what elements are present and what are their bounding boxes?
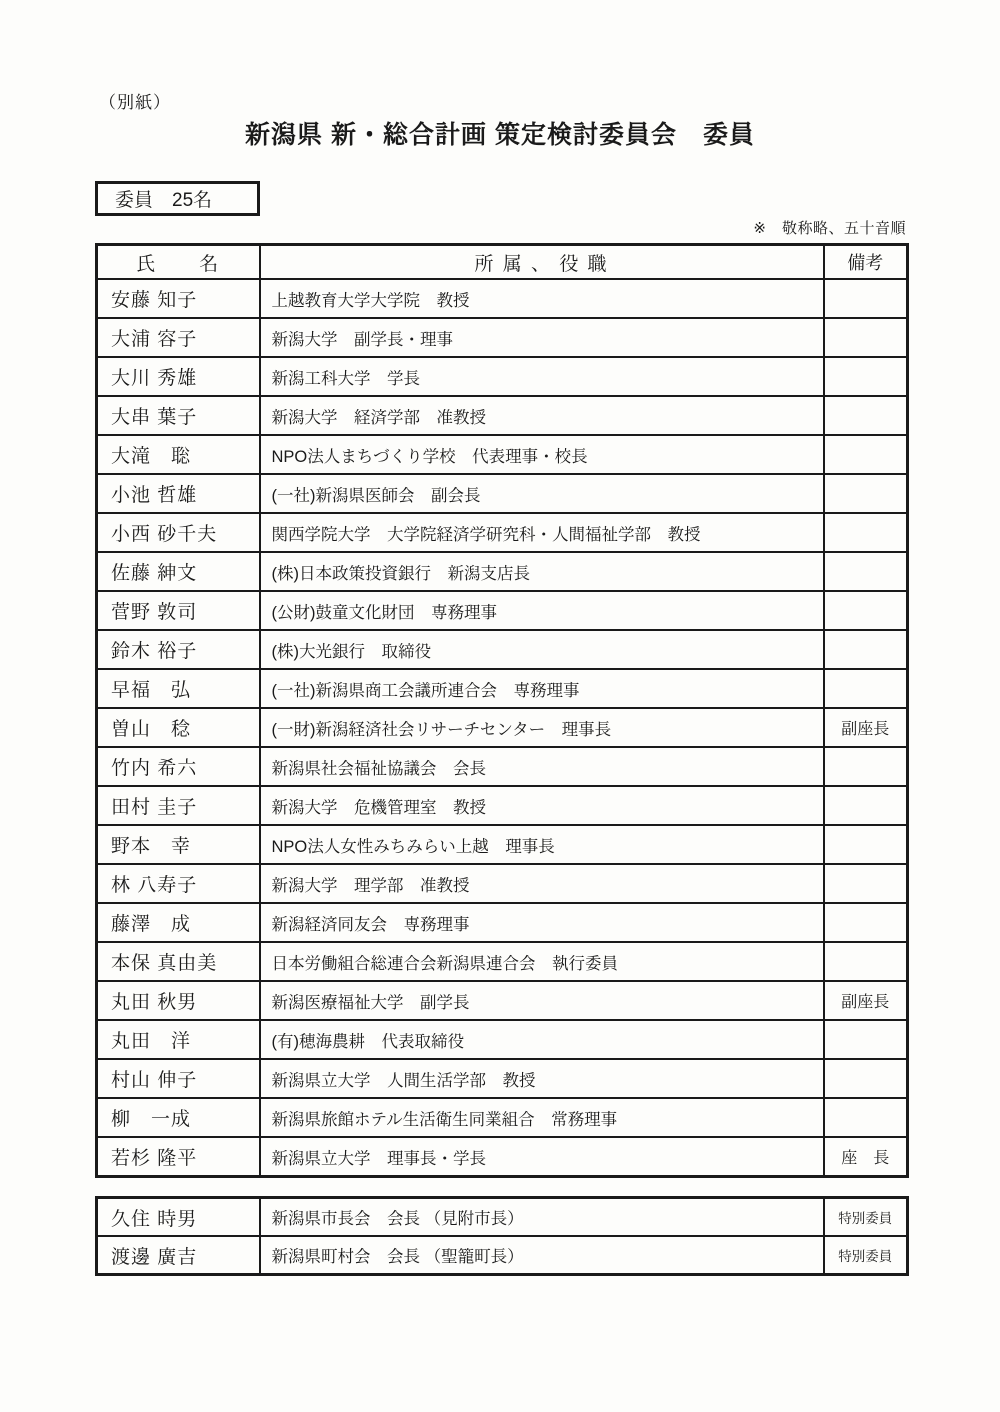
table-row bbox=[97, 669, 908, 708]
member-affiliation: 新潟県市長会 会長 （見附市長） bbox=[260, 1198, 824, 1237]
member-remarks bbox=[824, 747, 908, 786]
member-affiliation: (公財)鼓童文化財団 専務理事 bbox=[260, 591, 824, 630]
member-remarks: 特別委員 bbox=[824, 1198, 908, 1237]
member-affiliation: 関西学院大学 大学院経済学研究科・人間福祉学部 教授 bbox=[260, 513, 824, 552]
member-name: 早福 弘 bbox=[97, 669, 260, 708]
table-row bbox=[97, 591, 908, 630]
member-affiliation: 新潟県立大学 人間生活学部 教授 bbox=[260, 1059, 824, 1098]
table-row bbox=[97, 942, 908, 981]
member-affiliation: 新潟県立大学 理事長・学長 bbox=[260, 1137, 824, 1177]
member-affiliation: 新潟県町村会 会長 （聖籠町長） bbox=[260, 1236, 824, 1275]
member-affiliation: 新潟工科大学 学長 bbox=[260, 357, 824, 396]
member-name: 竹内 希六 bbox=[97, 747, 260, 786]
member-remarks bbox=[824, 435, 908, 474]
member-remarks bbox=[824, 669, 908, 708]
member-remarks bbox=[824, 864, 908, 903]
member-remarks bbox=[824, 786, 908, 825]
table-row bbox=[97, 396, 908, 435]
table-row bbox=[97, 708, 908, 747]
member-affiliation: (一財)新潟経済社会リサーチセンター 理事長 bbox=[260, 708, 824, 747]
member-name: 林 八寿子 bbox=[97, 864, 260, 903]
member-name: 大串 葉子 bbox=[97, 396, 260, 435]
member-remarks: 座 長 bbox=[824, 1137, 908, 1177]
member-affiliation: 新潟大学 経済学部 准教授 bbox=[260, 396, 824, 435]
member-remarks: 副座長 bbox=[824, 981, 908, 1020]
member-name: 大浦 容子 bbox=[97, 318, 260, 357]
member-affiliation: 日本労働組合総連合会新潟県連合会 執行委員 bbox=[260, 942, 824, 981]
member-name: 佐藤 紳文 bbox=[97, 552, 260, 591]
member-affiliation: 新潟県社会福祉協議会 会長 bbox=[260, 747, 824, 786]
member-affiliation: (有)穂海農耕 代表取締役 bbox=[260, 1020, 824, 1059]
member-affiliation: 新潟医療福祉大学 副学長 bbox=[260, 981, 824, 1020]
member-remarks bbox=[824, 903, 908, 942]
member-remarks bbox=[824, 591, 908, 630]
member-affiliation: (一社)新潟県商工会議所連合会 専務理事 bbox=[260, 669, 824, 708]
table-header-row bbox=[97, 245, 908, 280]
col-header-name: 氏 名 bbox=[97, 245, 260, 280]
special-members-table bbox=[95, 1196, 909, 1276]
member-remarks bbox=[824, 474, 908, 513]
member-name: 丸田 秋男 bbox=[97, 981, 260, 1020]
table-row bbox=[97, 630, 908, 669]
table-row bbox=[97, 474, 908, 513]
member-remarks: 副座長 bbox=[824, 708, 908, 747]
member-affiliation: NPO法人女性みちみらい上越 理事長 bbox=[260, 825, 824, 864]
member-affiliation: (一社)新潟県医師会 副会長 bbox=[260, 474, 824, 513]
member-affiliation: 新潟大学 理学部 准教授 bbox=[260, 864, 824, 903]
member-name: 柳 一成 bbox=[97, 1098, 260, 1137]
member-affiliation: 新潟県旅館ホテル生活衛生同業組合 常務理事 bbox=[260, 1098, 824, 1137]
table-row bbox=[97, 903, 908, 942]
table-row bbox=[97, 1098, 908, 1137]
member-name: 野本 幸 bbox=[97, 825, 260, 864]
table-row bbox=[97, 1020, 908, 1059]
table-row bbox=[97, 864, 908, 903]
member-remarks bbox=[824, 552, 908, 591]
member-name: 大滝 聡 bbox=[97, 435, 260, 474]
member-affiliation: 新潟経済同友会 専務理事 bbox=[260, 903, 824, 942]
table-row bbox=[97, 1059, 908, 1098]
member-remarks bbox=[824, 513, 908, 552]
member-name: 大川 秀雄 bbox=[97, 357, 260, 396]
table-row bbox=[97, 1137, 908, 1177]
member-remarks bbox=[824, 318, 908, 357]
member-name: 曽山 稔 bbox=[97, 708, 260, 747]
member-name: 安藤 知子 bbox=[97, 279, 260, 318]
member-name: 村山 伸子 bbox=[97, 1059, 260, 1098]
attachment-label: （別紙） bbox=[99, 93, 171, 112]
member-count-box bbox=[95, 181, 260, 216]
member-remarks bbox=[824, 630, 908, 669]
member-remarks bbox=[824, 1098, 908, 1137]
member-affiliation: NPO法人まちづくり学校 代表理事・校長 bbox=[260, 435, 824, 474]
member-name: 藤澤 成 bbox=[97, 903, 260, 942]
table-row bbox=[97, 747, 908, 786]
table-row bbox=[97, 279, 908, 318]
col-header-affiliation: 所 属 、 役 職 bbox=[260, 245, 824, 280]
member-affiliation: 新潟大学 副学長・理事 bbox=[260, 318, 824, 357]
member-name: 久住 時男 bbox=[97, 1198, 260, 1237]
member-name: 丸田 洋 bbox=[97, 1020, 260, 1059]
honorifics-note: ※ 敬称略、五十音順 bbox=[753, 220, 906, 237]
member-remarks bbox=[824, 1059, 908, 1098]
member-count-label: 委員 25名 bbox=[115, 190, 213, 211]
member-remarks bbox=[824, 279, 908, 318]
member-name: 小西 砂千夫 bbox=[97, 513, 260, 552]
table-row bbox=[97, 981, 908, 1020]
member-name: 田村 圭子 bbox=[97, 786, 260, 825]
table-row bbox=[97, 513, 908, 552]
members-table bbox=[95, 243, 909, 1178]
member-remarks bbox=[824, 1020, 908, 1059]
member-name: 渡邊 廣吉 bbox=[97, 1236, 260, 1275]
table-row bbox=[97, 825, 908, 864]
table-row bbox=[97, 786, 908, 825]
member-affiliation: 上越教育大学大学院 教授 bbox=[260, 279, 824, 318]
table-row bbox=[97, 318, 908, 357]
table-row bbox=[97, 357, 908, 396]
member-name: 小池 哲雄 bbox=[97, 474, 260, 513]
member-remarks: 特別委員 bbox=[824, 1236, 908, 1275]
member-name: 若杉 隆平 bbox=[97, 1137, 260, 1177]
member-remarks bbox=[824, 357, 908, 396]
table-row bbox=[97, 1236, 908, 1275]
member-remarks bbox=[824, 942, 908, 981]
table-row bbox=[97, 435, 908, 474]
member-remarks bbox=[824, 396, 908, 435]
member-affiliation: (株)日本政策投資銀行 新潟支店長 bbox=[260, 552, 824, 591]
page-title: 新潟県 新・総合計画 策定検討委員会 委員 bbox=[245, 121, 755, 149]
member-name: 菅野 敦司 bbox=[97, 591, 260, 630]
member-affiliation: 新潟大学 危機管理室 教授 bbox=[260, 786, 824, 825]
member-affiliation: (株)大光銀行 取締役 bbox=[260, 630, 824, 669]
member-remarks bbox=[824, 825, 908, 864]
member-name: 本保 真由美 bbox=[97, 942, 260, 981]
table-row bbox=[97, 1198, 908, 1237]
table-row bbox=[97, 552, 908, 591]
member-name: 鈴木 裕子 bbox=[97, 630, 260, 669]
col-header-remarks: 備考 bbox=[824, 245, 908, 280]
